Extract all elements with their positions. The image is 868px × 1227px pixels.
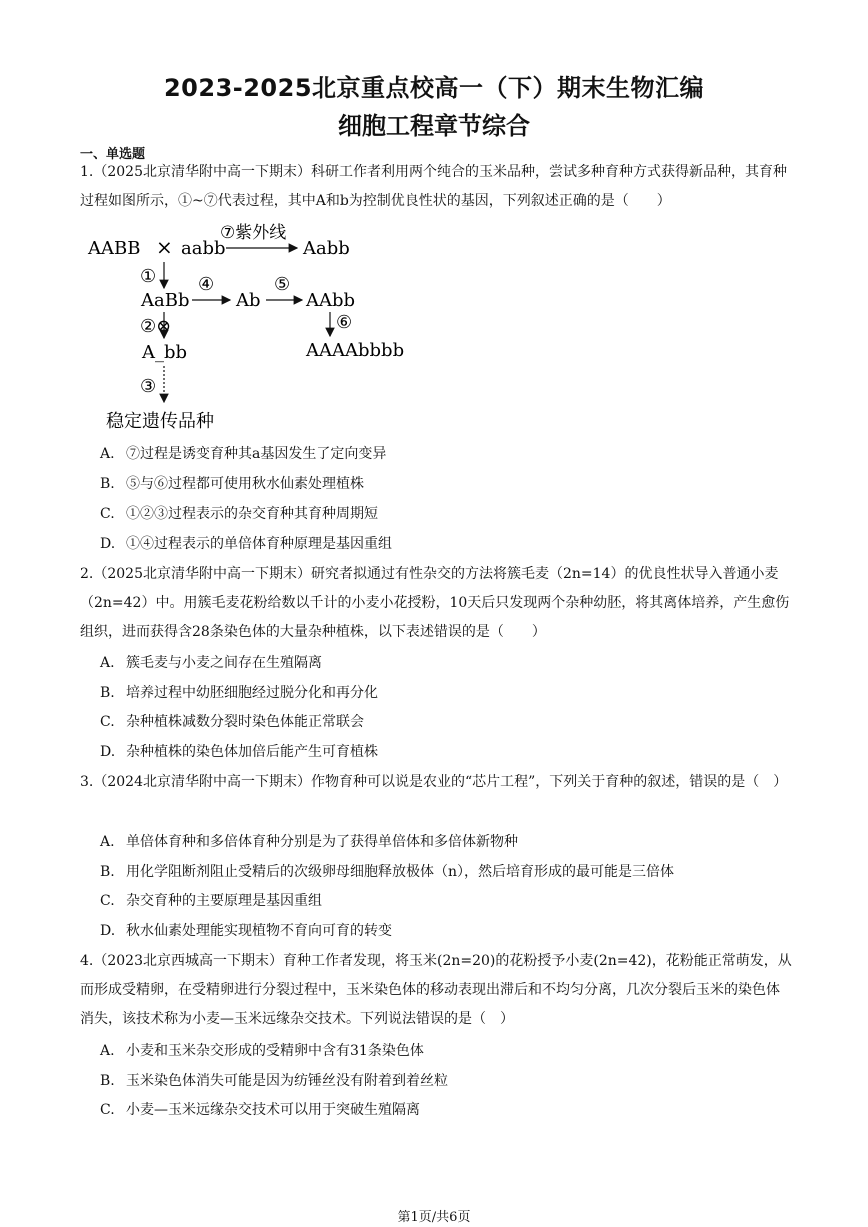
q1-option-d[interactable] bbox=[100, 534, 392, 554]
option-text: 单倍体育种和多倍体育种分别是为了获得单倍体和多倍体新物种 bbox=[126, 834, 518, 850]
option-text: ①②③过程表示的杂交育种其育种周期短 bbox=[126, 506, 378, 522]
option-text: 小麦—玉米远缘杂交技术可以用于突破生殖隔离 bbox=[126, 1102, 420, 1118]
haploid-genotype: Ab bbox=[236, 290, 261, 311]
option-letter: B. bbox=[100, 685, 115, 701]
option-text: 培养过程中幼胚细胞经过脱分化和再分化 bbox=[126, 685, 378, 701]
step-6-label: ⑥ bbox=[336, 312, 353, 333]
option-letter: D. bbox=[100, 744, 116, 760]
q2-option-d[interactable] bbox=[100, 742, 378, 762]
option-letter: A. bbox=[100, 1043, 115, 1059]
option-text: ⑤与⑥过程都可使用秋水仙素处理植株 bbox=[126, 476, 364, 492]
option-text: 用化学阻断剂阻止受精后的次级卵母细胞释放极体（n），然后培育形成的最可能是三倍体 bbox=[126, 864, 675, 880]
final-variety: 稳定遗传品种 bbox=[106, 411, 214, 432]
page-number: 第1页/共6页 bbox=[397, 1210, 471, 1225]
q4-option-a[interactable] bbox=[100, 1041, 424, 1061]
option-text: ⑦过程是诱变育种其a基因发生了定向变异 bbox=[126, 446, 387, 462]
question-1-stem: 1.（2025北京清华附中高一下期末）科研工作者利用两个纯合的玉米品种，尝试多种育种方式获得新品种，其育种过程如图所示，①~⑦代表过程，其中A和b为控制优良性状的基因，下列叙述正确的是（ ） bbox=[80, 164, 787, 209]
cross-symbol: × bbox=[156, 235, 173, 259]
option-text: 玉米染色体消失可能是因为纺锤丝没有附着到着丝粒 bbox=[126, 1073, 448, 1089]
step-5-label: ⑤ bbox=[274, 274, 291, 295]
f1-genotype: AaBb bbox=[141, 290, 190, 311]
q2-option-b[interactable] bbox=[100, 683, 378, 703]
option-text: 杂种植株减数分裂时染色体能正常联会 bbox=[126, 714, 364, 730]
q3-option-b[interactable] bbox=[100, 862, 674, 882]
q3-option-d[interactable] bbox=[100, 921, 392, 941]
f2-genotype: A_bb bbox=[142, 342, 188, 363]
page-subtitle: 细胞工程章节综合 bbox=[338, 112, 530, 140]
q1-option-b[interactable] bbox=[100, 474, 364, 494]
question-4-stem: 4.（2023北京西城高一下期末）育种工作者发现，将玉米(2n=20)的花粉授予小麦(2n=42)，花粉能正常萌发，从而形成受精卵，在受精卵进行分裂过程中，玉米染色体的移动表现出滞后和不均匀分离，几次分裂后玉米的染色体消失，该技术称为小麦—玉米远缘杂交技术。下列说法错误的是（ ） bbox=[80, 953, 792, 1027]
option-letter: A. bbox=[100, 834, 115, 850]
option-text: 小麦和玉米杂交形成的受精卵中含有31条染色体 bbox=[126, 1043, 424, 1059]
mutation-label: ⑦紫外线 bbox=[220, 223, 287, 243]
section-heading: 一、单选题 bbox=[80, 147, 146, 162]
option-letter: B. bbox=[100, 476, 115, 492]
q4-option-b[interactable] bbox=[100, 1071, 448, 1091]
q4-option-c[interactable] bbox=[100, 1100, 420, 1120]
question-3-stem: 3.（2024北京清华附中高一下期末）作物育种可以说是农业的“芯片工程”，下列关于育种的叙述，错误的是（ ） bbox=[80, 774, 788, 790]
step-4-label: ④ bbox=[198, 274, 215, 295]
mutant-genotype: Aabb bbox=[303, 238, 350, 259]
step-3-label: ③ bbox=[140, 376, 157, 397]
page-title: 2023-2025北京重点校高一（下）期末生物汇编 bbox=[163, 74, 705, 102]
option-text: 杂种植株的染色体加倍后能产生可育植株 bbox=[126, 744, 378, 760]
parent1-genotype: AABB bbox=[88, 238, 141, 259]
option-text: ①④过程表示的单倍体育种原理是基因重组 bbox=[126, 536, 392, 552]
option-letter: A. bbox=[100, 446, 115, 462]
q3-option-c[interactable] bbox=[100, 891, 322, 911]
q2-option-c[interactable] bbox=[100, 712, 364, 732]
option-letter: C. bbox=[100, 1102, 115, 1118]
step-1-label: ① bbox=[140, 266, 157, 287]
parent2-genotype: aabb bbox=[181, 238, 226, 259]
tetraploid-genotype: AAAAbbbb bbox=[306, 340, 405, 361]
option-letter: B. bbox=[100, 864, 115, 880]
q1-option-c[interactable] bbox=[100, 504, 378, 524]
option-text: 簇毛麦与小麦之间存在生殖隔离 bbox=[126, 655, 322, 671]
q1-option-a[interactable] bbox=[100, 444, 386, 464]
option-letter: C. bbox=[100, 506, 115, 522]
q2-option-a[interactable] bbox=[100, 653, 322, 673]
doubled-genotype: AAbb bbox=[306, 290, 356, 311]
option-text: 杂交育种的主要原理是基因重组 bbox=[126, 893, 322, 909]
option-text: 秋水仙素处理能实现植物不育向可育的转变 bbox=[126, 923, 392, 939]
step-2-label: ②⊗ bbox=[140, 316, 172, 337]
option-letter: D. bbox=[100, 536, 116, 552]
option-letter: A. bbox=[100, 655, 115, 671]
option-letter: D. bbox=[100, 923, 116, 939]
option-letter: B. bbox=[100, 1073, 115, 1089]
option-letter: C. bbox=[100, 714, 115, 730]
q3-option-a[interactable] bbox=[100, 832, 518, 852]
breeding-diagram bbox=[84, 220, 424, 435]
option-letter: C. bbox=[100, 893, 115, 909]
question-2-stem: 2.（2025北京清华附中高一下期末）研究者拟通过有性杂交的方法将簇毛麦（2n=14）的优良性状导入普通小麦（2n=42）中。用簇毛麦花粉给数以千计的小麦小花授粉，10天后只发现两个杂种幼胚，将其离体培养，产生愈伤组织，进而获得含28条染色体的大量杂种植株，以下表述错误的是（ ） bbox=[80, 566, 790, 640]
